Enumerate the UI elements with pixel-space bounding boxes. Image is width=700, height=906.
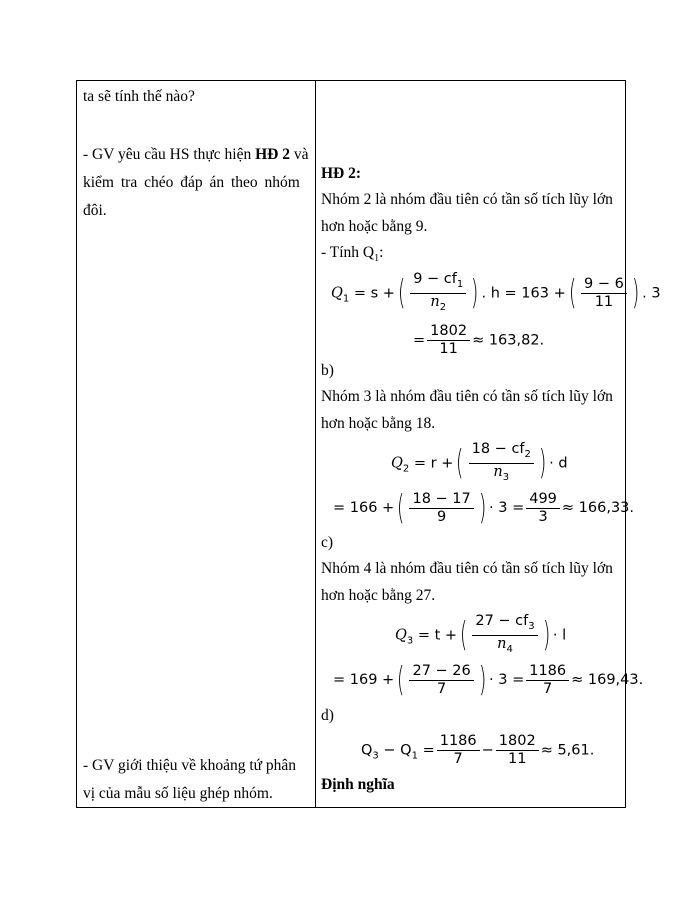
task-line-2: kiểm tra chéo đáp án theo nhóm (83, 174, 300, 191)
q3-text-line-1: Nhóm 4 là nhóm đầu tiên có tần số tích lũy lớn (321, 560, 613, 577)
label-d: d) (321, 707, 334, 724)
q3-formula: $Q_3 = t$ +( $\frac{27 - cf_3}{n_4}$ ) · l (395, 613, 566, 658)
iqr-intro-line-2: vị của mẫu số liệu ghép nhóm. (83, 785, 273, 802)
label-c: c) (321, 534, 334, 551)
label-b: b) (321, 362, 334, 379)
activity-heading: HĐ 2: (321, 165, 362, 182)
q2-formula: $Q_2 = r$ +( $\frac{18 - cf_2}{n_3}$ ) · d (391, 441, 568, 486)
q1-text-line-2: hơn hoặc bằng 9. (321, 218, 428, 235)
task-line-3: đôi. (83, 202, 107, 219)
q2-result: = 166 +( $\frac{18 - 17}{9}$ ) · 3 = $\frac{499}{3}$ ≈ 166,33. (333, 488, 635, 528)
q3-result: = 169 +( $\frac{27 - 26}{7}$ ) · 3 = $\frac{1186}{7}$ ≈ 169,43. (333, 660, 644, 700)
q2-text-line-2: hơn hoặc bằng 18. (321, 415, 436, 432)
task-line-1: - GV yêu cầu HS thực hiện HĐ 2 và (83, 146, 309, 163)
q2-text-line-1: Nhóm 3 là nhóm đầu tiên có tần số tích lũy lớn (321, 388, 613, 405)
column-divider (315, 81, 316, 807)
q1-text-line-1: Nhóm 2 là nhóm đầu tiên có tần số tích lũy lớn (321, 191, 613, 208)
q1-calc-label: - Tính $Q_1$: (321, 244, 384, 265)
iqr-formula: $Q_3 - Q_1$ = $\frac{1186}{7}$ − $\frac{1802}{11}$ ≈ 5,61. (361, 733, 595, 767)
lesson-table (76, 80, 661, 808)
q3-text-line-2: hơn hoặc bằng 27. (321, 587, 436, 604)
intro-line: ta sẽ tính thế nào? (83, 88, 195, 105)
q1-result: = $\frac{1802}{11}$ ≈ 163,82. (413, 323, 545, 357)
q1-formula: $Q_1 = s$ +( $\frac{9 - cf_1}{n_2}$ ) . h = 163 +( $\frac{9 - 6}{11}$ ) . 3 (331, 271, 661, 316)
iqr-intro-line-1: - GV giới thiệu về khoảng tứ phân (83, 757, 297, 774)
definition-heading: Định nghĩa (321, 776, 395, 793)
task-bold: HĐ 2 (255, 146, 290, 163)
